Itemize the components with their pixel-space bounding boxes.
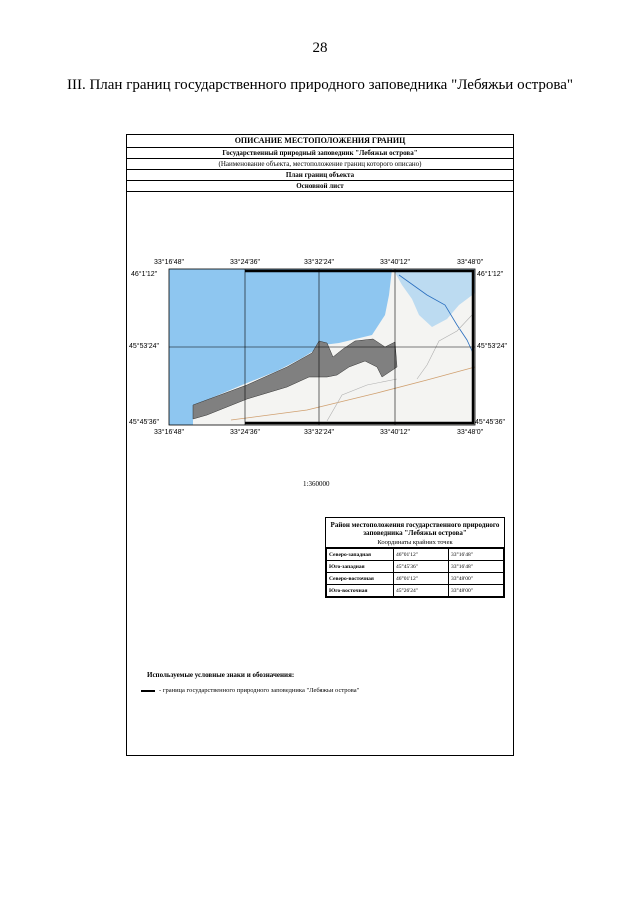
boundary-line-label: - граница государственного природного заповедника "Лебяжьи острова"	[159, 687, 360, 694]
top-lon-label: 33°16'48"	[154, 259, 184, 266]
page-title: III. План границ государственного природного заповедника "Лебяжьи острова"	[66, 77, 574, 93]
object-name-caption: (Наименование объекта, местоположение границ которого описано)	[127, 159, 513, 170]
bottom-lon-label: 33°24'36"	[230, 429, 260, 436]
left-lat-label: 45°45'36"	[129, 419, 159, 426]
extreme-points-title: Район местоположения государственного природного заповедника "Лебяжьи острова"	[330, 521, 500, 537]
table-row	[327, 585, 504, 597]
boundary-map	[127, 135, 515, 465]
legend-signs-title: Используемые условные знаки и обозначения:	[147, 671, 295, 679]
point-lon: 33°48'00"	[449, 585, 504, 597]
point-lat: 45°45'36"	[394, 561, 449, 573]
boundary-line-symbol	[141, 690, 155, 692]
sheet-heading: Основной лист	[127, 181, 513, 192]
point-lat: 46°01'12"	[394, 573, 449, 585]
table-row	[327, 573, 504, 585]
page-number: 28	[312, 40, 328, 56]
point-name: Юго-западная	[327, 561, 394, 573]
point-lat: 45°26'24"	[394, 585, 449, 597]
point-lon: 33°48'00"	[449, 573, 504, 585]
point-lon: 33°16'48"	[449, 561, 504, 573]
bottom-lon-label: 33°40'12"	[380, 429, 410, 436]
point-name: Северо-западная	[327, 549, 394, 561]
point-name: Юго-восточная	[327, 585, 394, 597]
top-lon-label: 33°32'24"	[304, 259, 334, 266]
right-lat-label: 46°1'12"	[477, 271, 504, 278]
top-lon-label: 33°40'12"	[380, 259, 410, 266]
extreme-points-subtitle: Координаты крайних точек	[326, 538, 504, 548]
table-row	[327, 549, 504, 561]
boundary-plan-sheet	[126, 134, 514, 756]
description-heading: ОПИСАНИЕ МЕСТОПОЛОЖЕНИЯ ГРАНИЦ	[127, 135, 513, 148]
top-lon-label: 33°24'36"	[230, 259, 260, 266]
map-scale: 1:360000	[303, 480, 330, 488]
right-lat-label: 45°45'36"	[475, 419, 505, 426]
bottom-lon-label: 33°48'0"	[457, 429, 484, 436]
right-lat-label: 45°53'24"	[477, 343, 507, 350]
plan-heading: План границ объекта	[127, 170, 513, 181]
top-lon-label: 33°48'0"	[457, 259, 484, 266]
coords-table	[326, 548, 504, 597]
point-name: Северо-восточная	[327, 573, 394, 585]
legend-signs-item	[141, 687, 359, 694]
bottom-lon-label: 33°16'48"	[154, 429, 184, 436]
left-lat-label: 45°53'24"	[129, 343, 159, 350]
object-name: Государственный природный заповедник "Лебяжьи острова"	[127, 148, 513, 159]
extreme-points-table	[325, 517, 505, 598]
point-lat: 46°01'12"	[394, 549, 449, 561]
bottom-lon-label: 33°32'24"	[304, 429, 334, 436]
left-lat-label: 46°1'12"	[131, 271, 158, 278]
point-lon: 33°16'48"	[449, 549, 504, 561]
table-row	[327, 561, 504, 573]
